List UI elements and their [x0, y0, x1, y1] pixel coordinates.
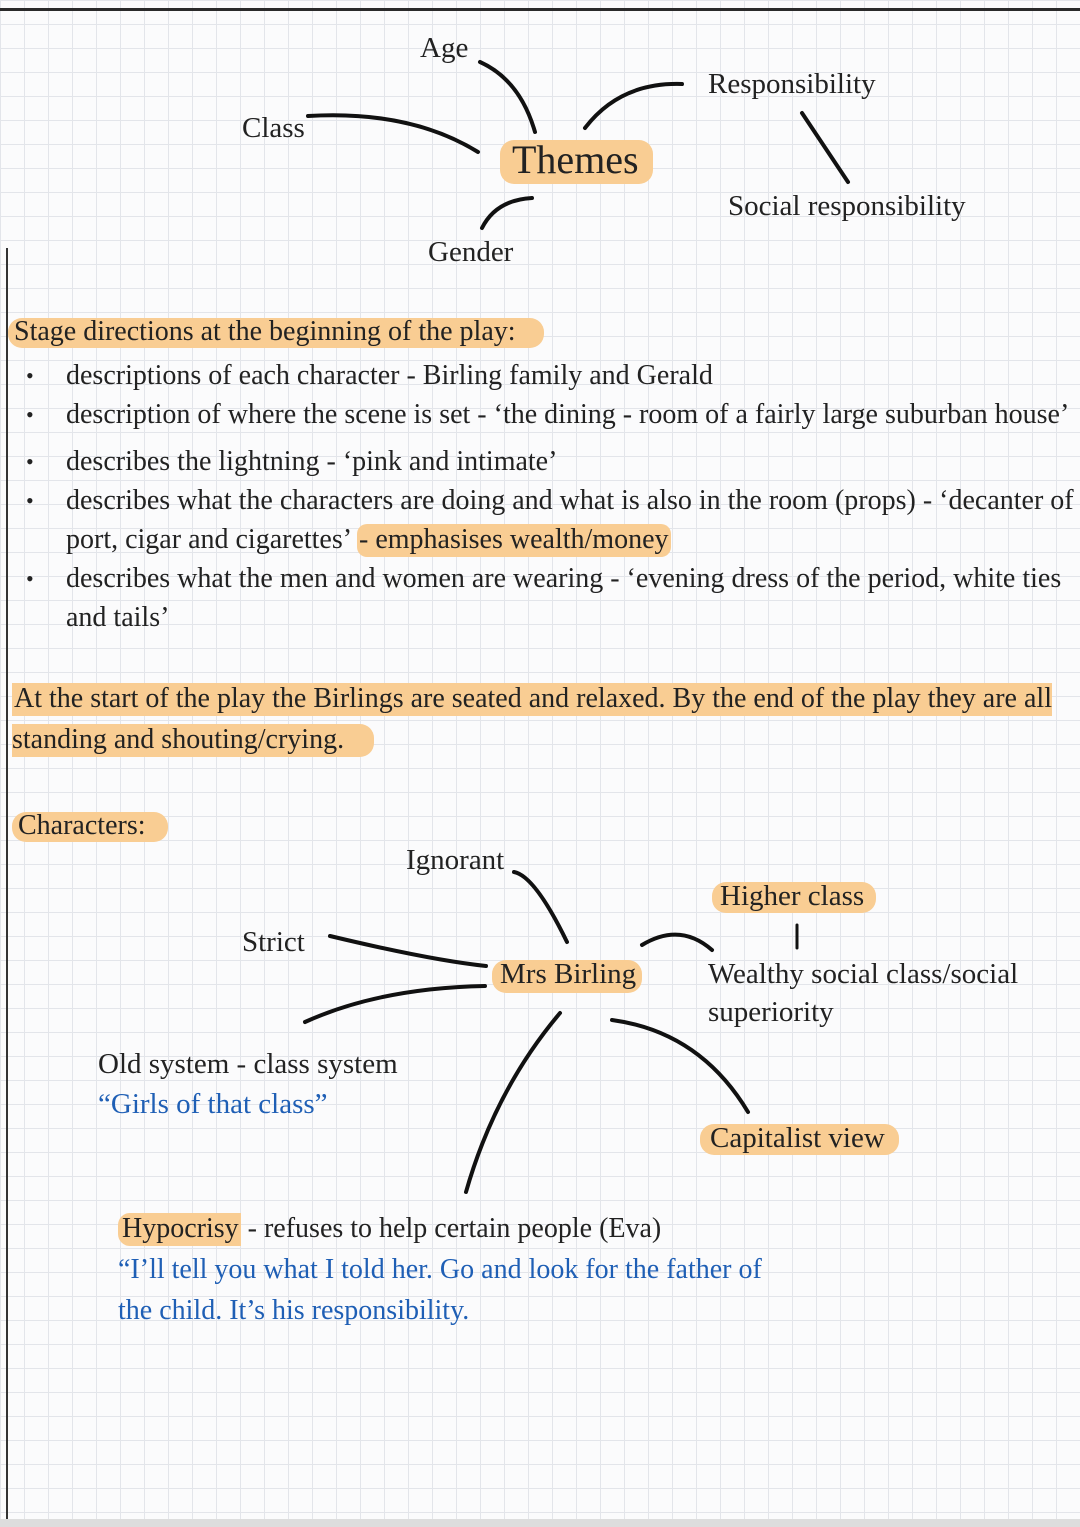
- list-item: • describes what the characters are doing and what is also in the room (props) - ‘decanter of port, cigar and cigarettes’ - emphasises wealth/money: [24, 481, 1076, 559]
- hypocrisy-label: Hypocrisy: [118, 1213, 241, 1246]
- line-class: [308, 115, 478, 152]
- hypocrisy-quote-line-2: the child. It’s his responsibility.: [118, 1295, 470, 1326]
- summary-paragraph: [12, 678, 1074, 760]
- list-item: • describes what the men and women are wearing - ‘evening dress of the period, white ties and tails’: [24, 559, 1076, 637]
- line-social-responsibility: [802, 113, 848, 182]
- line-hypocrisy: [466, 1013, 560, 1192]
- page-left-border: [6, 248, 8, 1527]
- summary-highlight: At the start of the play the Birlings are seated and relaxed. By the end of the play they are all standing and shouting/crying.: [12, 683, 1052, 755]
- line-strict: [330, 936, 486, 966]
- line-capitalist: [612, 1020, 748, 1112]
- line-age: [480, 62, 535, 132]
- line-higher-class: [642, 935, 712, 950]
- characters-heading: Characters:: [12, 812, 168, 842]
- theme-gender: Gender: [428, 236, 514, 268]
- themes-center: Themes: [500, 140, 653, 184]
- theme-social-responsibility: Social responsibility: [728, 190, 966, 222]
- trait-strict: Strict: [242, 926, 305, 958]
- trait-wealthy: Wealthy social class/social: [708, 958, 1019, 990]
- stage-directions-heading: Stage directions at the beginning of the play:: [8, 318, 544, 348]
- list-item: • describes the lightning - ‘pink and intimate’: [24, 442, 1076, 481]
- stage-directions-list: [24, 356, 1076, 637]
- theme-responsibility: Responsibility: [708, 68, 876, 100]
- hypocrisy-detail: - refuses to help certain people (Eva): [240, 1213, 662, 1244]
- hypocrisy-line: [118, 1208, 762, 1249]
- hypocrisy-block: [118, 1208, 762, 1331]
- theme-class: Class: [242, 112, 305, 144]
- line-responsibility: [585, 84, 682, 128]
- trait-higher-class: Higher class: [712, 882, 876, 913]
- page-bottom-shadow: [0, 1519, 1080, 1527]
- list-item: • description of where the scene is set - ‘the dining - room of a fairly large suburban house’: [24, 395, 1076, 434]
- trait-capitalist: Capitalist view: [700, 1124, 899, 1155]
- trait-ignorant: Ignorant: [406, 844, 505, 876]
- line-ignorant: [514, 872, 567, 942]
- character-center: Mrs Birling: [492, 960, 642, 993]
- quote-girls-of-that-class: “Girls of that class”: [98, 1088, 328, 1120]
- theme-age: Age: [420, 32, 469, 64]
- hypocrisy-quote-line-1: “I’ll tell you what I told her. Go and look for the father of: [118, 1254, 762, 1285]
- trait-old-system: Old system - class system: [98, 1048, 398, 1080]
- line-old-system: [305, 986, 485, 1022]
- page-top-border: [0, 8, 1080, 11]
- list-item: • descriptions of each character - Birling family and Gerald: [24, 356, 1076, 395]
- line-gender: [482, 198, 532, 228]
- trait-wealthy-cont: superiority: [708, 996, 834, 1028]
- emphasis-highlight: - emphasises wealth/money: [359, 524, 669, 555]
